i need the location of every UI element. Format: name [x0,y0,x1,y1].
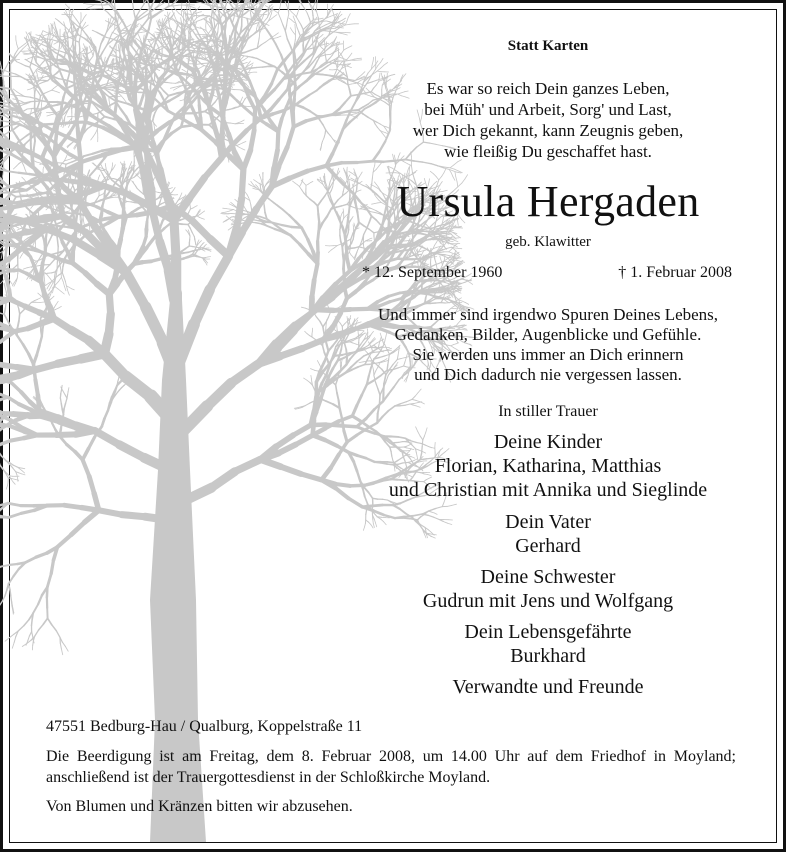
flowers-note: Von Blumen und Kränzen bitten wir abzusehen. [46,798,353,815]
poem-line: wie fleißig Du geschaffet hast. [444,142,652,161]
group-line: Gerhard [515,535,581,557]
burial-notice: Die Beerdigung ist am Freitag, dem 8. Februar 2008, um 14.00 Uhr auf dem Friedhof in Moyland; anschließend ist der Trauergottesdienst in der Schloßkirche Moyland. [46,748,736,786]
group-line: Florian, Katharina, Matthias [434,455,662,477]
group-line: Burkhard [510,645,586,667]
group-title: Deine Schwester [480,566,616,588]
poem-line: bei Müh' und Arbeit, Sorg' und Last, [424,100,672,119]
group-title: Dein Lebensgefährte [464,621,632,643]
memorial-quote [342,305,754,385]
group-title: Verwandte und Freunde [452,676,644,698]
group-line: und Christian mit Annika und Sieglinde [388,479,708,501]
mourning-intro: In stiller Trauer [498,403,598,420]
group-line: Gudrun mit Jens und Wolfgang [422,590,674,612]
birth-date: * 12. September 1960 [362,264,503,281]
death-date: † 1. Februar 2008 [618,264,732,281]
poem-line: wer Dich gekannt, kann Zeugnis geben, [412,121,684,140]
statt-karten-heading: Statt Karten [507,38,589,54]
quote-line: Gedanken, Bilder, Augenblicke und Gefühle. [394,325,702,344]
birth-name: geb. Klawitter [505,234,591,250]
quote-line: Sie werden uns immer an Dich erinnern [412,345,684,364]
quote-line: Und immer sind irgendwo Spuren Deines Lebens, [377,305,719,324]
address: 47551 Bedburg-Hau / Qualburg, Koppelstraße 11 [46,718,363,735]
deceased-name: Ursula Hergaden [396,177,700,226]
poem-line: Es war so reich Dein ganzes Leben, [426,79,670,98]
group-title: Dein Vater [505,511,591,533]
group-title: Deine Kinder [493,431,603,453]
poem [342,78,754,162]
quote-line: und Dich dadurch nie vergessen lassen. [414,365,682,384]
